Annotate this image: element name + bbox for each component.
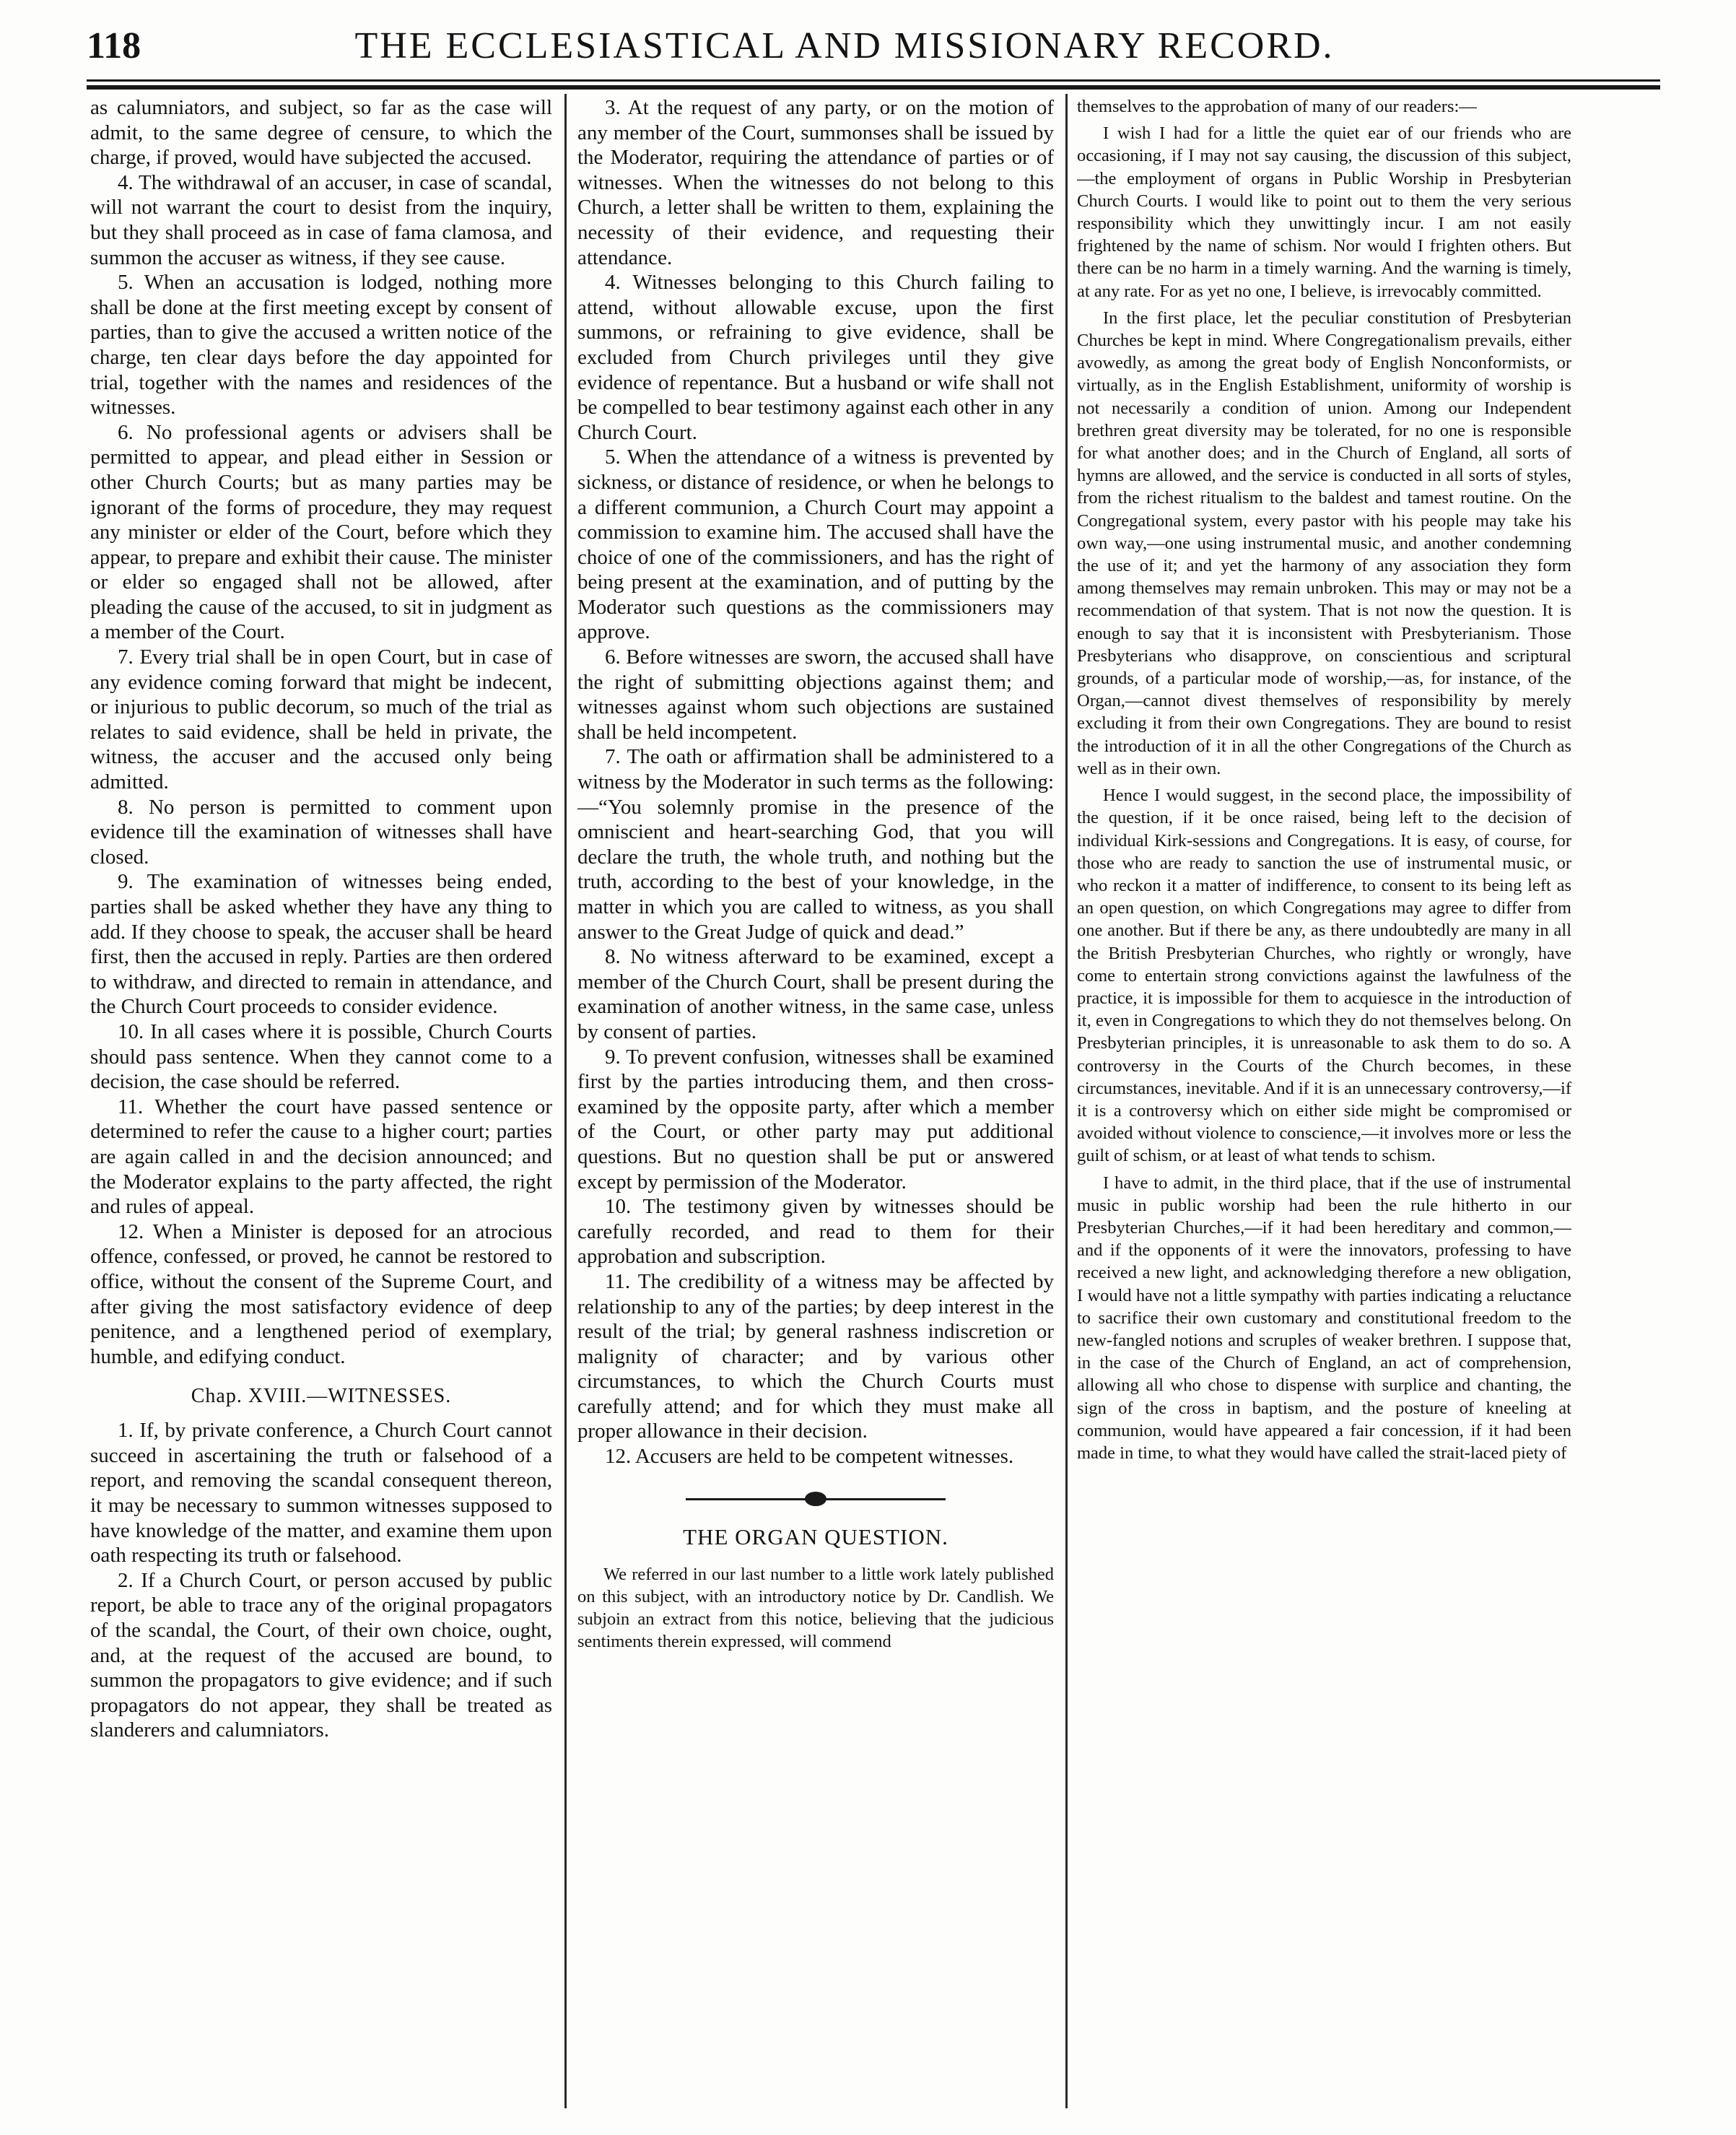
paragraph: 8. No witness afterward to be examined, except a member of the Church Court, shall be present during the examination of another witness, in the same case, unless by consent of parties. — [577, 945, 1054, 1043]
paragraph: 10. The testimony given by witnesses should be carefully recorded, and read to them for their approbation and subscription. — [577, 1195, 1054, 1269]
running-title: THE ECCLESIASTICAL AND MISSIONARY RECORD. — [354, 25, 1335, 66]
column-divider-left — [564, 94, 567, 2108]
paragraph: I wish I had for a little the quiet ear of our friends who are occasioning, if I may not say causing, the discussion of this subject,—the employment of organs in Public Worship in Presbyterian Church Courts. I would like to point out to them the very serious responsibility which they unwittingly incur. I am not easily frightened by the name of schism. Nor would I frighten others. But there can be no harm in a timely warning. And the warning is timely, at any rate. For as yet no one, I believe, is irrevocably committed. — [1077, 123, 1571, 301]
column-divider-right — [1065, 94, 1068, 2108]
paragraph: 12. When a Minister is deposed for an atrocious offence, confessed, or proved, he cannot be restored to office, without the consent of the Supreme Court, and after giving the most satisfactory evidence of deep penitence, and a lengthened period of exemplary, humble, and edifying conduct. — [90, 1219, 552, 1368]
paragraph: 7. Every trial shall be in open Court, but in case of any evidence coming forward that might be indecent, or injurious to public decorum, so much of the trial as relates to said evidence, shall be held in private, the witness, the accuser and the accused only being admitted. — [90, 645, 552, 794]
paragraph: 9. The examination of witnesses being ended, parties shall be asked whether they have any thing to add. If they choose to speak, the accuser shall be heard first, then the accused in reply. Parties are then ordered to withdraw, and directed to remain in attendance, and the Church Court proceeds to consider evidence. — [90, 870, 552, 1019]
ornament-dot — [805, 1492, 826, 1506]
paragraph: 10. In all cases where it is possible, Church Courts should pass sentence. When they cannot come to a decision, the case should be referred. — [90, 1019, 552, 1094]
chapter-heading: Chap. XVIII.—WITNESSES. — [191, 1385, 452, 1408]
column-left — [90, 95, 552, 2103]
paragraph: 6. No professional agents or advisers shall be permitted to appear, and plead either in Session or other Church Courts; but as many parties may be ignorant of the forms of procedure, they may request any minister or elder of the Court, before which they appear, to prepare and exhibit their cause. The minister or elder so engaged shall not be allowed, after pleading the cause of the accused, to sit in judgment as a member of the Court. — [90, 420, 552, 644]
paragraph: 8. No person is permitted to comment upon evidence till the examination of witnesses shall have closed. — [90, 795, 552, 869]
header-rule-thin — [87, 79, 1660, 82]
paragraph: Hence I would suggest, in the second place, the impossibility of the question, if it be once raised, being left to the decision of individual Kirk-sessions and Congregations. It is easy, of course, for those who are ready to sanction the use of instrumental music, or who reckon it a matter of indifference, to consent to its being left as an open question, on which Congregations may agree to differ from one another. But if there be any, as there undoubtedly are many in all the British Presbyterian Churches, who rightly or wrongly, have come to entertain strong convictions against the lawfulness of the practice, it is impossible for them to acquiesce in the introduction of it, even in Congregations to which they do not themselves belong. On Presbyterian principles, it is unreasonable to ask them to do so. A controversy in the Courts of the Church becomes, in these circumstances, inevitable. And if it is an unnecessary controversy,—if it is a controversy which on either side might be compromised or avoided without violence to conscience,—it involves more or less the guilt of schism, or at least of what tends to schism. — [1077, 786, 1571, 1166]
section-title: THE ORGAN QUESTION. — [683, 1523, 948, 1549]
column-right — [1077, 95, 1571, 2103]
paragraph: 5. When an accusation is lodged, nothing more shall be done at the first meeting except by consent of parties, than to give the accused a written notice of the charge, ten clear days before the day appointed for trial, together with the names and residences of the witnesses. — [90, 271, 552, 419]
paragraph: 2. If a Church Court, or person accused by public report, be able to trace any of the original propagators of the scandal, the Court, of their own choice, ought, and, at the request of the accused are bound, to summon the propagators to give evidence; and if such propagators do not appear, they shall be treated as slanderers and calumniators. — [90, 1568, 552, 1742]
paragraph: 1. If, by private conference, a Church Court cannot succeed in ascertaining the truth or falsehood of a report, and removing the scandal consequent thereon, it may be necessary to summon witnesses supposed to have knowledge of the matter, and examine them upon oath respecting its truth or falsehood. — [90, 1419, 552, 1567]
paragraph: 12. Accusers are held to be competent witnesses. — [605, 1445, 1014, 1469]
page-number: 118 — [87, 25, 141, 66]
paragraph: 7. The oath or affirmation shall be administered to a witness by the Moderator in such terms as the following:—“You solemnly promise in the presence of the omniscient and heart-searching God, that you will declare the truth, the whole truth, and nothing but the truth, according to the best of your knowledge, in the matter in which you are called to witness, as you shall answer to the Great Judge of quick and dead.” — [577, 745, 1054, 944]
header-rule-thick — [87, 85, 1660, 90]
paragraph: I have to admit, in the third place, that if the use of instrumental music in public worship had been the rule hitherto in our Presbyterian Churches,—if it had been hereditary and common,—and if the opponents of it were the innovators, professing to have received a new light, and acknowledging therefore a new obligation, I would have not a little sympathy with parties indicating a reluctance to sacrifice their own customary and constitutional freedom to the new-fangled notions and scruples of weaker brethren. I suppose that, in the case of the Church of England, an act of comprehension, allowing all who chose to dispense with surplice and chanting, the sign of the cross in baptism, and the posture of kneeling at communion, would have appeared a fair concession, if it had been made in time, to what they would have called the strait-laced piety of — [1077, 1173, 1571, 1463]
paragraph: 3. At the request of any party, or on the motion of any member of the Court, summonses shall be issued by the Moderator, requiring the attendance of parties or of witnesses. When the witnesses do not belong to this Church, a letter shall be written to them, explaining the necessity of their evidence, and requesting their attendance. — [577, 96, 1054, 269]
paragraph: 11. Whether the court have passed sentence or determined to refer the cause to a higher court; parties are again called in and the decision announced; and the Moderator explains to the party affected, the right and rules of appeal. — [90, 1095, 552, 1219]
paragraph: 11. The credibility of a witness may be affected by relationship to any of the parties; by deep interest in the result of the trial; by general rashness indiscretion or malignity of character; and by various other circumstances, to which the Church Courts must carefully attend; and for which they must make all proper allowance in their decision. — [577, 1269, 1054, 1443]
paragraph-continued: themselves to the approbation of many of our readers:— — [1077, 97, 1477, 116]
paragraph: In the first place, let the peculiar constitution of Presbyterian Churches be kept in mind. Where Congregationalism prevails, either avowedly, as among the great body of English Nonconformists, or virtually, as in the English Establishment, uniformity of worship is not necessarily a condition of union. Among our Independent brethren great diversity may be tolerated, for no one is responsible for what another does; and in the Church of England, all sorts of hymns are allowed, and the service is conducted in all sorts of styles, from the richest ritualism to the baldest and tamest routine. On the Congregational system, every pastor with his people may take his own way,—one using instrumental music, and another condemning the use of it; and yet the harmony of any association they form among themselves may remain unbroken. This may or may not be a recommendation of that system. That is not now the question. It is enough to say that it is inconsistent with Presbyterianism. Those Presbyterians who disapprove, on conscientious and scriptural grounds, of a particular mode of worship,—as, for instance, of the Organ,—cannot divest themselves of responsibility by merely excluding it from their own Congregations. They are bound to resist the introduction of it in all the other Congregations of the Church as well as in their own. — [1077, 308, 1571, 778]
paragraph: 4. The withdrawal of an accuser, in case of scandal, will not warrant the court to desist from the inquiry, but they shall proceed as in case of fama clamosa, and summon the accuser as witness, if they see cause. — [90, 170, 552, 269]
section-ornament — [577, 1485, 1054, 1514]
column-middle — [577, 95, 1054, 2103]
paragraph: 6. Before witnesses are sworn, the accused shall have the right of submitting objections against them; and witnesses against whom such objections are sustained shall be held incompetent. — [577, 645, 1054, 744]
paragraph: 5. When the attendance of a witness is prevented by sickness, or distance of residence, or when he belongs to a different communion, a Church Court may appoint a commission to examine him. The accused shall have the choice of one of the commissioners, and has the right of being present at the examination, and of putting by the Moderator such questions as the commissioners may approve. — [577, 445, 1054, 644]
paragraph: 4. Witnesses belonging to this Church failing to attend, without allowable excuse, upon the first summons, or refraining to give evidence, shall be excluded from Church privileges until they give evidence of repentance. But a husband or wife shall not be compelled to bear testimony against each other in any Church Court. — [577, 271, 1054, 444]
paragraph-continued: as calumniators, and subject, so far as the case will admit, to the same degree of censure, to which the charge, if proved, would have subjected the accused. — [90, 96, 552, 170]
paragraph: 9. To prevent confusion, witnesses shall be examined first by the parties introducing them, and then cross-examined by the opposite party, after which a member of the Court, or other party may put additional questions. But no question shall be put or answered except by permission of the Moderator. — [577, 1045, 1054, 1193]
paragraph: We referred in our last number to a little work lately published on this subject, with an introductory notice by Dr. Candlish. We subjoin an extract from this notice, believing that the judicious sentiments therein expressed, will commend — [577, 1564, 1054, 1652]
